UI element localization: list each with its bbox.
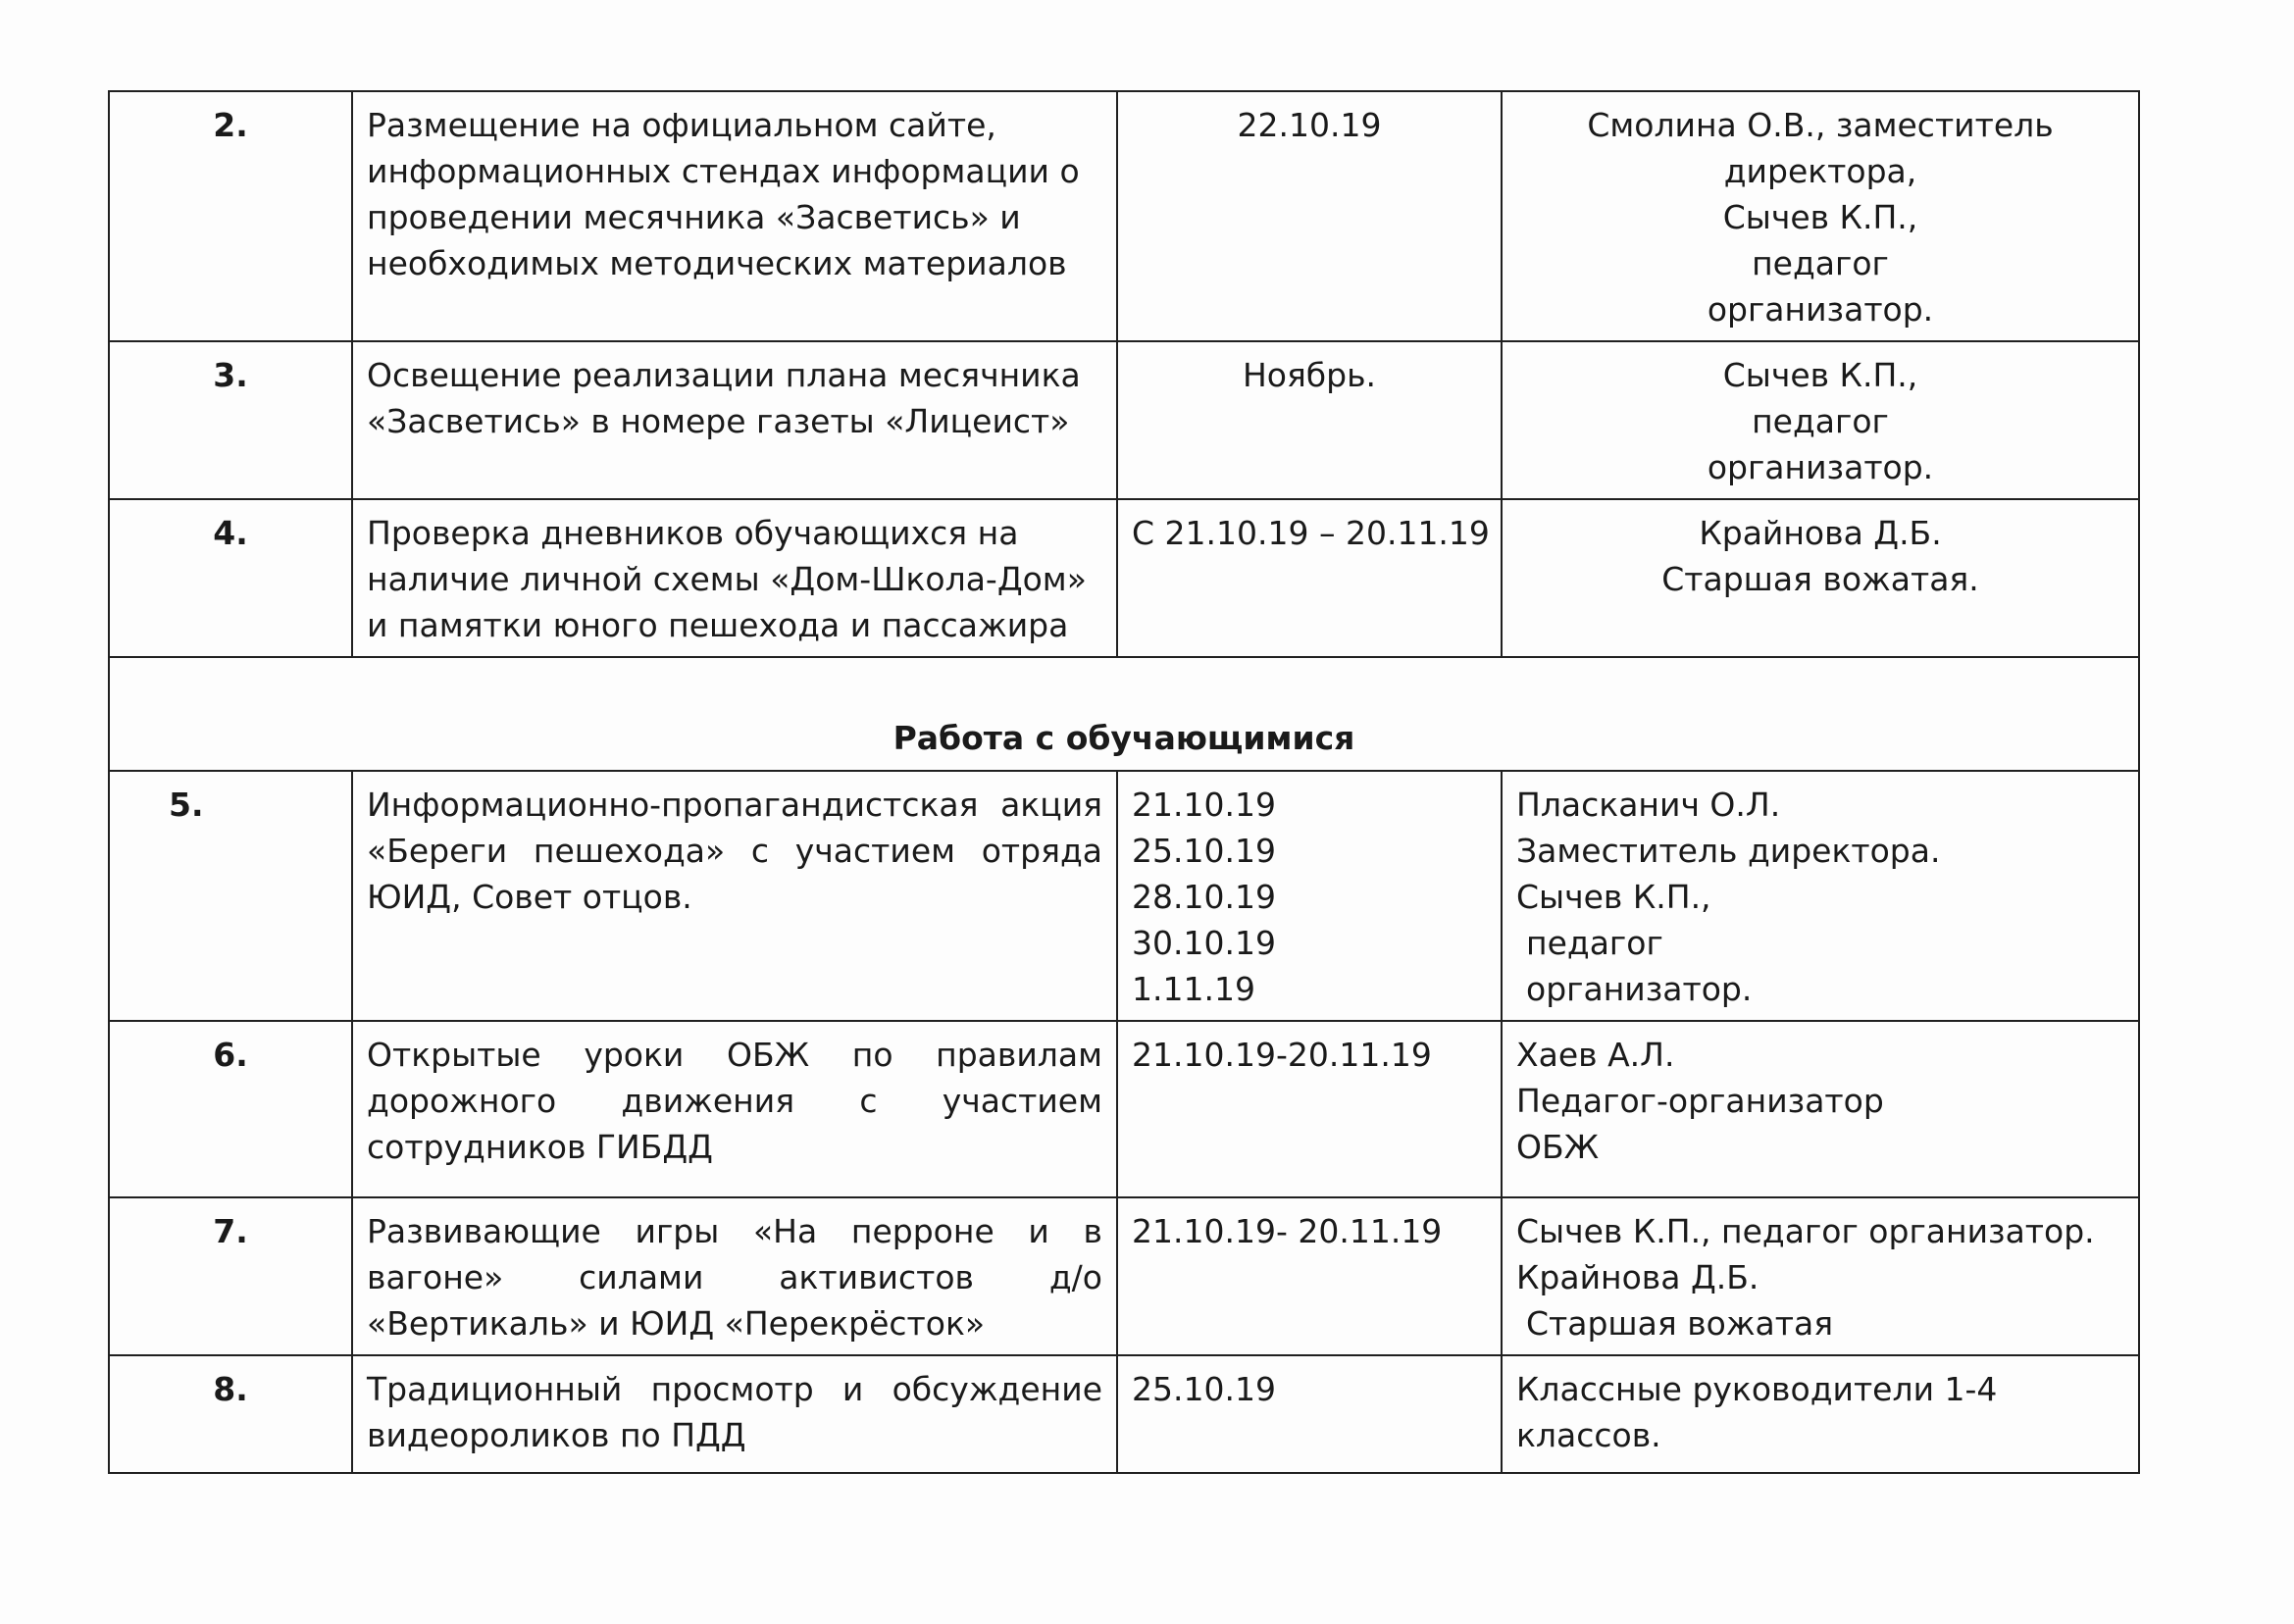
row-number: 4. [109, 499, 352, 657]
event-date: 22.10.19 [1117, 91, 1502, 341]
table-row [109, 771, 2139, 1021]
table-row [109, 1197, 2139, 1355]
responsible-person: Классные руководители 1-4 классов. [1502, 1355, 2139, 1473]
event-description: Освещение реализации плана месячника «Засветись» в номере газеты «Лицеист» [352, 341, 1117, 499]
responsible-person: Смолина О.В., заместитель директора, Сычев К.П., педагог организатор. [1502, 91, 2139, 341]
event-date: 25.10.19 [1117, 1355, 1502, 1473]
event-date: 21.10.19-20.11.19 [1117, 1021, 1502, 1197]
event-plan-table [108, 90, 2140, 1474]
event-description: Развивающие игры «На перроне и в вагоне» силами активистов д/о «Вертикаль» и ЮИД «Перекрёсток» [352, 1197, 1117, 1355]
table-row [109, 91, 2139, 341]
event-description: Проверка дневников обучающихся на наличие личной схемы «Дом-Школа-Дом» и памятки юного пешехода и пассажира [352, 499, 1117, 657]
row-number: 2. [109, 91, 352, 341]
event-description: Традиционный просмотр и обсуждение видеороликов по ПДД [352, 1355, 1117, 1473]
event-date: 21.10.19- 20.11.19 [1117, 1197, 1502, 1355]
table-row [109, 499, 2139, 657]
row-number: 3. [109, 341, 352, 499]
table-row [109, 341, 2139, 499]
section-header-row [109, 657, 2139, 771]
event-description: Информационно-пропагандистская акция «Береги пешехода» с участием отряда ЮИД, Совет отцов. [352, 771, 1117, 1021]
event-description: Размещение на официальном сайте, информационных стендах информации о проведении месячника «Засветись» и необходимых методических материалов [352, 91, 1117, 341]
table-row [109, 1355, 2139, 1473]
responsible-person: Пласканич О.Л. Заместитель директора. Сычев К.П., педагог организатор. [1502, 771, 2139, 1021]
event-description: Открытые уроки ОБЖ по правилам дорожного движения с участием сотрудников ГИБДД [352, 1021, 1117, 1197]
responsible-person: Крайнова Д.Б. Старшая вожатая. [1502, 499, 2139, 657]
responsible-person: Хаев А.Л. Педагог-организатор ОБЖ [1502, 1021, 2139, 1197]
section-title: Работа с обучающимися [109, 657, 2139, 771]
event-date: Ноябрь. [1117, 341, 1502, 499]
table-row [109, 1021, 2139, 1197]
row-number: 5. [109, 771, 352, 1021]
responsible-person: Сычев К.П., педагог организатор. Крайнова Д.Б. Старшая вожатая [1502, 1197, 2139, 1355]
row-number: 6. [109, 1021, 352, 1197]
event-date: С 21.10.19 – 20.11.19 [1117, 499, 1502, 657]
row-number: 7. [109, 1197, 352, 1355]
responsible-person: Сычев К.П., педагог организатор. [1502, 341, 2139, 499]
row-number: 8. [109, 1355, 352, 1473]
event-date: 21.10.19 25.10.19 28.10.19 30.10.19 1.11.19 [1117, 771, 1502, 1021]
